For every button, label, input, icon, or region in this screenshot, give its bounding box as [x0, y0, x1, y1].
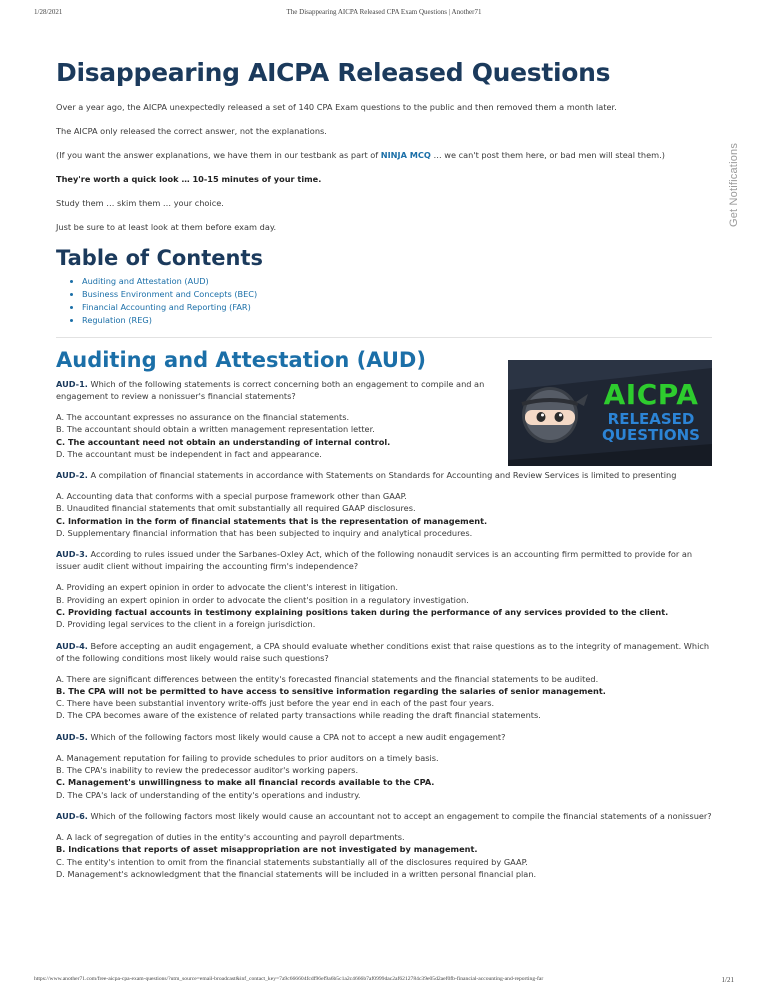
question-id: AUD-1. — [56, 379, 88, 389]
answer-option-b: B. The CPA's inability to review the predecessor auditor's working papers. — [56, 765, 359, 776]
answer-option-b: B. Unaudited financial statements that omit substantially all required GAAP disclosures. — [56, 503, 416, 514]
question-text: Which of the following statements is correct concerning both an engagement to compile and an engagement to review a nonissuer's financial statements? — [56, 379, 485, 401]
question-id: AUD-5. — [56, 731, 88, 742]
toc-link-aud[interactable]: • Auditing and Attestation (AUD) — [82, 275, 712, 288]
answer-options — [56, 411, 496, 460]
answer-option-b: B. Providing an expert opinion in order to advocate the client's position in a regulatory investigation. — [56, 594, 469, 605]
intro-paragraph-3 — [56, 149, 712, 161]
answer-option-a: A. There are significant differences between the entity's forecasted financial statements and the financial statements to be audited. — [56, 673, 599, 684]
intro-paragraph-6: Just be sure to at least look at them before exam day. — [56, 222, 277, 232]
question-id: AUD-2. — [56, 470, 88, 481]
print-header — [34, 8, 734, 20]
question-id: AUD-6. — [56, 810, 88, 821]
banner-line-1: AICPA — [603, 378, 699, 411]
answer-option-b: B. The accountant should obtain a written management representation letter. — [56, 424, 375, 435]
correct-answer-b: B. The CPA will not be permitted to have access to sensitive information regarding the salaries of senior management. — [56, 685, 606, 696]
answer-option-a: A. Accounting data that conforms with a special purpose framework other than GAAP. — [56, 491, 407, 502]
question-text: A compilation of financial statements in accordance with Statements on Standards for Accounting and Review Services is limited to presenting — [90, 470, 677, 481]
question-aud-6 — [56, 810, 712, 880]
article-content — [56, 58, 712, 889]
question-aud-3 — [56, 548, 712, 630]
question-stem — [56, 378, 496, 402]
get-notifications-label: Get Notifications — [728, 142, 740, 228]
correct-answer-c: C. Management's unwillingness to make all financial records available to the CPA. — [56, 777, 435, 788]
print-page-title: The Disappearing AICPA Released CPA Exam Questions | Another71 — [286, 8, 482, 16]
question-stem — [56, 731, 712, 743]
question-text: Which of the following factors most likely would cause an accountant not to accept an engagement to compile the financial statements of a nonissuer? — [90, 810, 712, 821]
correct-answer-b: B. Indications that reports of asset misappropriation are not investigated by management. — [56, 844, 478, 855]
question-aud-5 — [56, 731, 712, 801]
question-aud-4 — [56, 640, 712, 722]
print-footer — [34, 976, 734, 988]
answer-option-c: C. The entity's intention to omit from the financial statements substantially all of the disclosures required by GAAP. — [56, 856, 528, 867]
answer-option-a: A. The accountant expresses no assurance on the financial statements. — [56, 412, 350, 422]
question-stem — [56, 640, 712, 664]
get-notifications-tab[interactable] — [724, 130, 744, 240]
divider — [56, 337, 712, 338]
intro-paragraph-4: They're worth a quick look … 10-15 minutes of your time. — [56, 174, 322, 184]
ninja-mcq-link[interactable]: NINJA MCQ — [380, 150, 431, 160]
question-stem — [56, 548, 712, 572]
toc-link-far[interactable]: • Financial Accounting and Reporting (FAR) — [82, 301, 712, 314]
aicpa-released-questions-banner — [508, 360, 712, 466]
toc-link-bec[interactable]: • Business Environment and Concepts (BEC) — [82, 288, 712, 301]
correct-answer-c: C. The accountant need not obtain an understanding of internal control. — [56, 436, 391, 447]
page-title: Disappearing AICPA Released Questions — [56, 58, 611, 87]
banner-line-2: RELEASED — [607, 410, 695, 428]
answer-option-d: D. The accountant must be independent in fact and appearance. — [56, 448, 322, 459]
print-page-number: 1/21 — [721, 976, 734, 984]
answer-option-a: A. A lack of segregation of duties in the entity's accounting and payroll departments. — [56, 831, 405, 842]
toc-title: Table of Contents — [56, 246, 264, 270]
answer-option-d: D. Supplementary financial information that has been subjected to inquiry and analytical procedures. — [56, 528, 473, 539]
question-stem — [56, 469, 712, 481]
correct-answer-c: C. Providing factual accounts in testimony explaining positions taken during the performance of any services provided to the client. — [56, 606, 669, 617]
section-title-aud: Auditing and Attestation (AUD) — [56, 348, 426, 372]
intro-paragraph-5: Study them … skim them … your choice. — [56, 198, 224, 208]
answer-option-d: D. The CPA's lack of understanding of the entity's operations and industry. — [56, 789, 361, 800]
answer-option-d: D. Management's acknowledgment that the financial statements will be included in a written personal financial plan. — [56, 868, 537, 879]
answer-option-a: A. Providing an expert opinion in order to advocate the client's interest in litigation. — [56, 582, 398, 593]
print-url: https://www.another71.com/free-aicpa-cpa-exam-questions/?utm_source=email-broadcast&inf_contact_key=7a9c666604fcdf96ef9a6b5c1a2c4666b7af0999dac2af6212784c39e05d2aef0fb-financial-accounting-and-reporting-far — [34, 976, 544, 982]
answer-option-a: A. Management reputation for failing to provide schedules to prior auditors on a timely basis. — [56, 752, 439, 763]
intro-paragraph-2: The AICPA only released the correct answer, not the explanations. — [56, 126, 327, 136]
intro-3-pre: (If you want the answer explanations, we have them in our testbank as part of — [56, 150, 381, 160]
question-id: AUD-3. — [56, 549, 88, 560]
question-text: Before accepting an audit engagement, a CPA should evaluate whether conditions exist that raise questions as to the integrity of management. Which of the following conditions most likely would raise such questions? — [56, 640, 710, 663]
intro-3-post: … we can't post them here, or bad men will steal them.) — [430, 150, 665, 160]
question-text: According to rules issued under the Sarbanes-Oxley Act, which of the following nonaudit services is an accounting firm permitted to provide for an issuer audit client without impairing the accounting firm's independence? — [56, 549, 693, 572]
answer-option-d: D. Providing legal services to the client in a foreign jurisdiction. — [56, 619, 316, 630]
intro-paragraph-1: Over a year ago, the AICPA unexpectedly released a set of 140 CPA Exam questions to the public and then removed them a month later. — [56, 102, 617, 112]
banner-line-3: QUESTIONS — [602, 426, 700, 444]
correct-answer-c: C. Information in the form of financial statements that is the representation of management. — [56, 515, 488, 526]
question-stem — [56, 810, 712, 822]
print-date: 1/28/2021 — [34, 8, 63, 16]
question-text: Which of the following factors most likely would cause a CPA not to accept a new audit engagement? — [90, 731, 506, 742]
table-of-contents — [56, 275, 712, 327]
question-aud-2 — [56, 469, 712, 539]
answer-option-c: C. There have been substantial inventory write-offs just before the year end in each of the past four years. — [56, 698, 495, 709]
question-id: AUD-4. — [56, 640, 88, 651]
answer-option-d: D. The CPA becomes aware of the existence of related party transactions while reading the draft financial statements. — [56, 710, 541, 721]
toc-link-reg[interactable]: • Regulation (REG) — [82, 314, 712, 327]
